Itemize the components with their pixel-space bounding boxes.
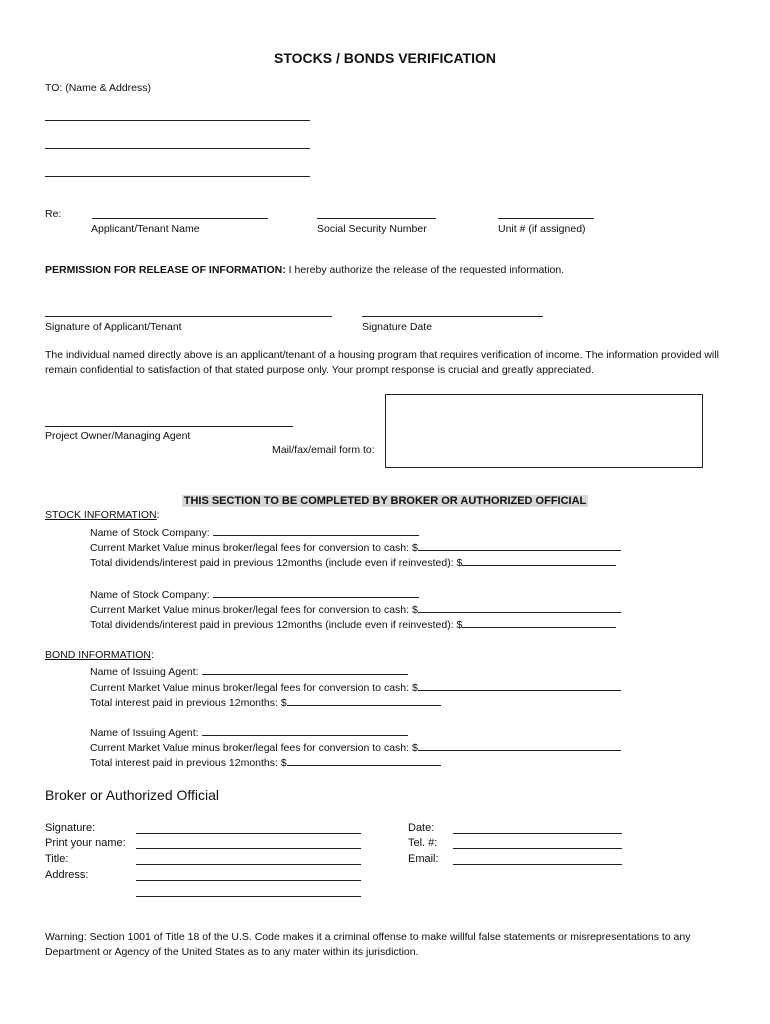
ssn-label: Social Security Number <box>317 223 427 235</box>
bond-2-market-row <box>90 740 621 755</box>
broker-heading: Broker or Authorized Official <box>45 787 220 803</box>
stock-2-company-label: Name of Stock Company: <box>90 589 210 601</box>
applicant-signature-field[interactable] <box>45 316 332 317</box>
permission-statement <box>45 264 564 277</box>
broker-date-field[interactable] <box>453 833 622 834</box>
signature-label: Signature: <box>45 822 96 834</box>
bond-2-interest-row <box>90 755 441 770</box>
stock-1-company-field[interactable] <box>213 525 419 536</box>
stock-1-market-field[interactable] <box>418 540 621 551</box>
mail-to-box[interactable] <box>385 394 703 468</box>
bond-1-market-row <box>90 680 621 695</box>
applicant-name-label: Applicant/Tenant Name <box>91 223 200 235</box>
bond-1-market-label: Current Market Value minus broker/legal fees for conversion to cash: $ <box>90 682 418 694</box>
stock-2-dividends-row <box>90 617 616 632</box>
broker-section-heading: THIS SECTION TO BE COMPLETED BY BROKER OR AUTHORIZED OFFICIAL <box>183 495 587 507</box>
owner-agent-label: Project Owner/Managing Agent <box>45 430 191 442</box>
re-label: Re: <box>45 208 62 220</box>
mail-to-label: Mail/fax/email form to: <box>272 444 375 456</box>
stock-1-dividends-field[interactable] <box>462 555 616 566</box>
bond-heading: BOND INFORMATION <box>45 649 151 661</box>
to-address-line-1[interactable] <box>45 120 310 121</box>
owner-agent-field[interactable] <box>45 426 293 427</box>
to-address-line-3[interactable] <box>45 176 310 177</box>
permission-text: I hereby authorize the release of the requested information. <box>285 264 565 276</box>
email-label: Email: <box>408 853 439 865</box>
stock-heading-colon: : <box>156 509 160 521</box>
bond-2-agent-row <box>90 725 408 740</box>
page-title: STOCKS / BONDS VERIFICATION <box>274 50 496 66</box>
stock-2-company-field[interactable] <box>213 587 419 598</box>
bond-2-market-label: Current Market Value minus broker/legal fees for conversion to cash: $ <box>90 742 418 754</box>
bond-1-market-field[interactable] <box>418 680 621 691</box>
broker-signature-field[interactable] <box>136 833 361 834</box>
bond-2-agent-label: Name of Issuing Agent: <box>90 727 199 739</box>
bond-1-agent-row <box>90 664 408 679</box>
ssn-field[interactable] <box>317 218 436 219</box>
bond-2-interest-field[interactable] <box>287 755 441 766</box>
broker-email-field[interactable] <box>453 864 622 865</box>
stock-1-company-row <box>90 525 419 540</box>
broker-address-field-2[interactable] <box>136 896 361 897</box>
bond-2-market-field[interactable] <box>418 740 621 751</box>
bond-1-agent-label: Name of Issuing Agent: <box>90 666 199 678</box>
warning-line-2: Department or Agency of the United States as to any mater within its jurisdiction. <box>45 946 419 958</box>
signature-date-label: Signature Date <box>362 321 433 333</box>
bond-heading-wrap <box>45 649 154 662</box>
stock-1-market-label: Current Market Value minus broker/legal fees for conversion to cash: $ <box>90 542 418 554</box>
notice-line-2: remain confidential to satisfaction of that stated purpose only. Your prompt response is crucial and greatly appreciated. <box>45 364 595 376</box>
print-name-label: Print your name: <box>45 837 126 849</box>
broker-print-name-field[interactable] <box>136 848 361 849</box>
stock-1-dividends-label: Total dividends/interest paid in previous 12months (include even if reinvested): $ <box>90 557 463 569</box>
stock-2-company-row <box>90 587 419 602</box>
to-address-line-2[interactable] <box>45 148 310 149</box>
permission-heading: PERMISSION FOR RELEASE OF INFORMATION: <box>45 264 286 276</box>
broker-title-field[interactable] <box>136 864 361 865</box>
signature-date-field[interactable] <box>362 316 543 317</box>
bond-1-interest-label: Total interest paid in previous 12months: $ <box>90 697 287 709</box>
unit-label: Unit # (if assigned) <box>498 223 586 235</box>
tel-label: Tel. #: <box>408 837 438 849</box>
bond-heading-colon: : <box>150 649 154 661</box>
stock-2-dividends-field[interactable] <box>462 617 616 628</box>
bond-1-agent-field[interactable] <box>202 664 408 675</box>
signature-applicant-label: Signature of Applicant/Tenant <box>45 321 182 333</box>
stock-2-dividends-label: Total dividends/interest paid in previous 12months (include even if reinvested): $ <box>90 619 463 631</box>
bond-2-interest-label: Total interest paid in previous 12months: $ <box>90 757 287 769</box>
stock-heading-wrap <box>45 509 160 522</box>
bond-1-interest-field[interactable] <box>287 695 441 706</box>
stock-2-market-label: Current Market Value minus broker/legal fees for conversion to cash: $ <box>90 604 418 616</box>
stock-1-company-label: Name of Stock Company: <box>90 527 210 539</box>
broker-tel-field[interactable] <box>453 848 622 849</box>
stock-heading: STOCK INFORMATION <box>45 509 157 521</box>
warning-line-1: Warning: Section 1001 of Title 18 of the U.S. Code makes it a criminal offense to make willful false statements or misrepresentations to any <box>45 931 691 943</box>
stock-1-market-row <box>90 540 621 555</box>
stock-2-market-field[interactable] <box>418 602 621 613</box>
notice-line-1: The individual named directly above is an applicant/tenant of a housing program that requires verification of income. The information provided will <box>45 349 719 361</box>
stock-1-dividends-row <box>90 555 616 570</box>
stock-2-market-row <box>90 602 621 617</box>
broker-section-heading-wrap <box>0 491 770 509</box>
broker-address-field-1[interactable] <box>136 880 361 881</box>
unit-number-field[interactable] <box>498 218 594 219</box>
date-label: Date: <box>408 822 435 834</box>
applicant-name-field[interactable] <box>92 218 268 219</box>
bond-2-agent-field[interactable] <box>202 725 408 736</box>
title-label: Title: <box>45 853 69 865</box>
address-label: Address: <box>45 869 89 881</box>
to-label: TO: (Name & Address) <box>45 82 152 94</box>
bond-1-interest-row <box>90 695 441 710</box>
